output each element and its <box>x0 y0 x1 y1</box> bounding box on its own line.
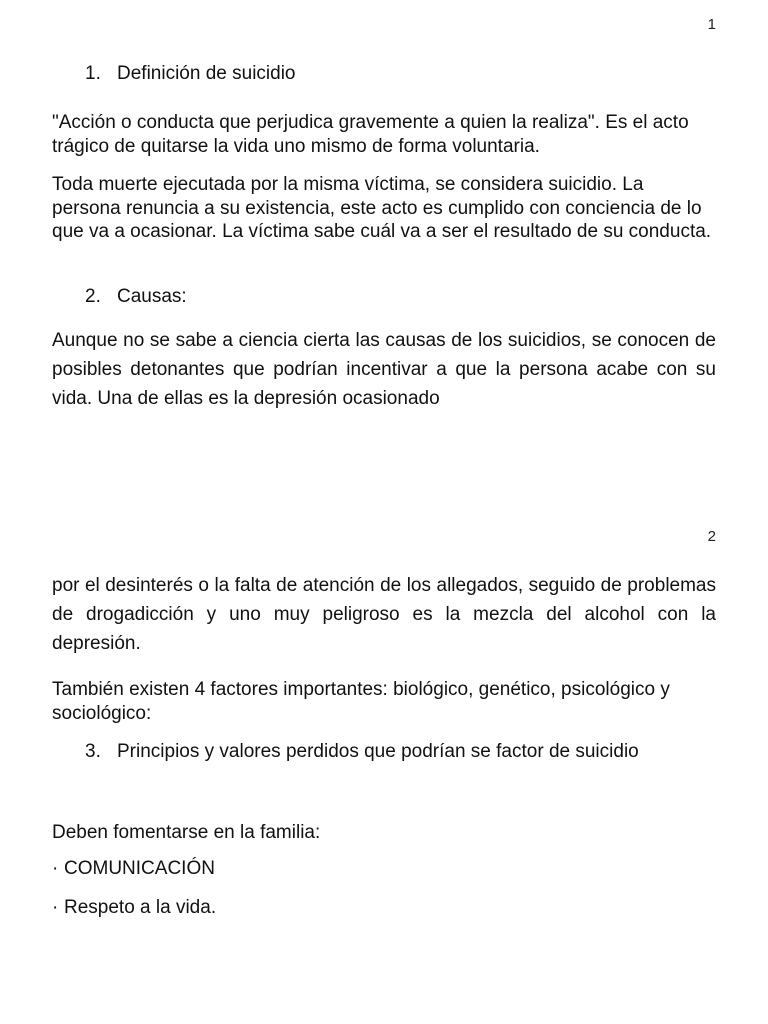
section-heading-principios <box>85 737 685 767</box>
section-heading-definicion <box>85 59 685 89</box>
list-item-text: COMUNICACIÓN <box>64 858 215 879</box>
paragraph-family: Deben fomentarse en la familia: <box>52 822 321 843</box>
paragraph-factors: También existen 4 factores importantes: biológico, genético, psicológico y sociológico: <box>52 679 670 724</box>
list-item-text: Respeto a la vida. <box>64 897 217 918</box>
paragraph-causas: Aunque no se sabe a ciencia cierta las causas de los suicidios, se conocen de posibles detonantes que podrían incentivar a que la persona acabe con su vida. Una de ellas es la depresión ocasionado <box>52 330 716 409</box>
document-page-2 <box>0 512 768 1024</box>
section-heading-causas <box>85 282 685 312</box>
heading-text: Principios y valores perdidos que podrían se factor de suicidio <box>117 741 639 762</box>
bullet-icon: · <box>52 858 59 879</box>
heading-text: Definición de suicidio <box>117 63 296 84</box>
list-item <box>52 895 716 921</box>
heading-text: Causas: <box>117 286 187 307</box>
page-number: 2 <box>707 528 716 545</box>
bullet-icon: · <box>52 897 59 918</box>
heading-number: 1. <box>85 63 101 84</box>
heading-number: 2. <box>85 286 101 307</box>
paragraph-definition-detail: Toda muerte ejecutada por la misma víctima, se considera suicidio. La persona renuncia a su existencia, este acto es cumplido con conciencia de lo que va a ocasionar. La víctima sabe cuál va a ser el resultado de su conducta. <box>52 174 712 242</box>
list-item <box>52 856 716 882</box>
heading-number: 3. <box>85 741 101 762</box>
paragraph-definition-quote: "Acción o conducta que perjudica gravemente a quien la realiza". Es el acto trágico de quitarse la vida uno mismo de forma voluntaria. <box>52 112 689 157</box>
page-number: 1 <box>707 16 716 33</box>
paragraph-causas-continued: por el desinterés o la falta de atención de los allegados, seguido de problemas de drogadicción y uno muy peligroso es la mezcla del alcohol con la depresión. <box>52 575 716 654</box>
